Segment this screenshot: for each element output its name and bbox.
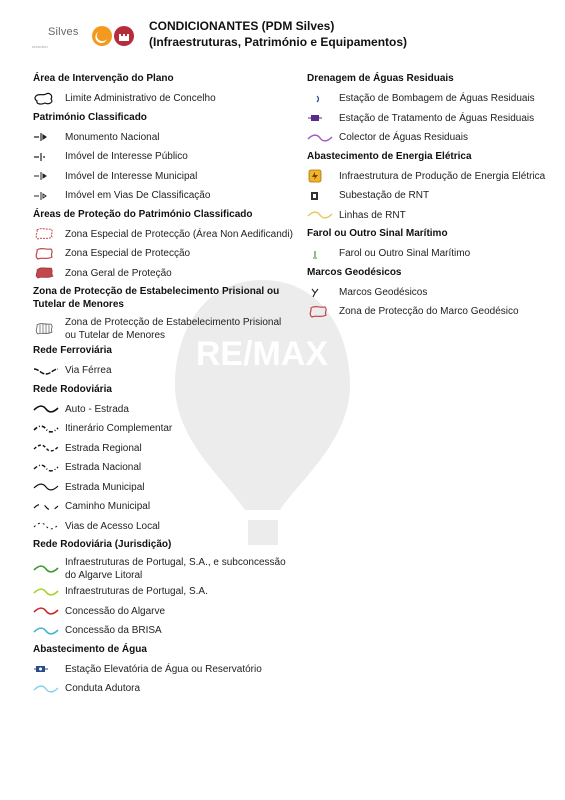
sewage-pump-icon [307,92,339,106]
legend-item [33,400,293,420]
water-main-line-icon [33,682,65,696]
legend-label: Imóvel em Vias De Classificação [65,190,211,202]
legend-item [307,186,552,206]
algarve-concession-line-icon [33,604,65,618]
local-access-road-icon [33,519,65,533]
legend-item [33,264,293,284]
water-pump-station-icon [33,662,65,676]
legend-label: Marcos Geodésicos [339,286,428,298]
legend-label: Zona Especial de Protecção [65,248,191,260]
public-interest-icon [33,150,65,164]
section-title: Rede Rodoviária (Jurisdição) [33,539,172,550]
legend-item [33,660,293,680]
legend-left-column [33,72,293,699]
lighthouse-icon [307,247,339,261]
legend-item [33,315,293,342]
watermark-text: RE/MAX [195,335,329,373]
section-title: Rede Rodoviária [33,383,112,395]
title-line-1: CONDICIONANTES (PDM Silves) [149,19,335,33]
silves-logo [30,24,135,54]
legend-label: Conduta Adutora [65,683,141,695]
sewage-treatment-icon [307,111,339,125]
legend-item [307,89,552,109]
prison-zone-icon [33,322,65,336]
section-title: Drenagem de Águas Residuais [307,73,454,84]
legend-item [33,602,293,622]
power-plant-icon [307,169,339,183]
legend-item [33,478,293,498]
legend-label: Subestação de RNT [339,190,430,202]
legend-label: Infraestruturas de Portugal, S.A., e subconcessão do Algarve Litoral [65,556,286,581]
title-line-2: (Infraestruturas, Património e Equipamentos) [149,35,408,49]
general-protection-icon [33,266,65,280]
special-protection-icon [33,247,65,261]
legend-label: Caminho Municipal [65,501,151,513]
legend-item [307,206,552,226]
section-title: Marcos Geodésicos [307,266,402,278]
legend-item [33,361,293,381]
logo-brand: Silves [48,26,79,38]
brisa-concession-line-icon [33,624,65,638]
legend-label: Colector de Águas Residuais [339,132,468,144]
legend-label: Via Férrea [65,365,112,377]
section-title: Património Classificado [33,111,147,123]
legend-label: Estrada Regional [65,442,142,454]
legend-item [307,128,552,148]
legend-item [307,109,552,129]
legend-label: Vias de Acesso Local [65,520,160,532]
complementary-route-icon [33,422,65,436]
national-road-icon [33,461,65,475]
section-title: Rede Ferroviária [33,345,112,356]
legend-label: Linhas de RNT [339,209,406,221]
legend-item [307,244,552,264]
motorway-line-icon [33,402,65,416]
legend-item [33,186,293,206]
section-title: Abastecimento de Energia Elétrica [307,150,472,162]
legend-label: Imóvel de Interesse Público [65,151,188,163]
sewer-line-icon [307,131,339,145]
legend-label: Zona Geral de Proteção [65,267,172,279]
legend-label: Estrada Municipal [65,481,145,493]
legend-item [33,419,293,439]
geodesic-marker-icon [307,285,339,299]
geodesic-protection-icon [307,305,339,319]
monument-icon [33,130,65,144]
ip-subconcession-line-icon [33,562,65,576]
logo-sub: MUNICÍPIO [32,45,48,49]
legend-label: Estação Elevatória de Água ou Reservatório [65,663,262,675]
legend-item [33,167,293,187]
legend-item [33,439,293,459]
legend-item [33,679,293,699]
castle-emblem-icon [114,26,134,46]
legend-label: Estação de Bombagem de Águas Residuais [339,93,535,105]
legend-label: Itinerário Complementar [65,423,173,435]
legend-label: Zona de Protecção de Estabelecimento Prisional ou Tutelar de Menores [65,316,282,341]
legend-label: Zona de Protecção do Marco Geodésico [339,306,519,318]
legend-item [33,497,293,517]
legend-item [33,621,293,641]
legend-label: Farol ou Outro Sinal Marítimo [339,248,471,260]
section-title: Zona de Protecção de Estabelecimento Prisional ou Tutelar de Menores [33,286,280,310]
section-title: Farol ou Outro Sinal Marítimo [307,228,448,239]
legend-item [33,128,293,148]
municipal-path-icon [33,500,65,514]
classification-pending-icon [33,189,65,203]
legend-item [33,89,293,109]
municipal-interest-icon [33,169,65,183]
legend-label: Concessão do Algarve [65,605,166,617]
section-title: Áreas de Proteção do Património Classificado [33,208,253,220]
legend-label: Infraestruturas de Portugal, S.A. [65,586,208,598]
section-title: Abastecimento de Água [33,643,147,655]
legend-item [33,147,293,167]
legend-label: Limite Administrativo de Concelho [65,93,216,105]
page-title [149,18,549,50]
substation-icon [307,189,339,203]
section-title: Área de Intervenção do Plano [33,73,174,84]
legend-item [307,167,552,187]
header [30,18,550,58]
legend-label: Infraestrutura de Produção de Energia Elétrica [339,170,546,182]
legend-item [307,283,552,303]
legend-label: Estrada Nacional [65,462,142,474]
legend-item [33,555,293,582]
legend-label: Estação de Tratamento de Águas Residuais [339,112,535,124]
boundary-icon [33,92,65,106]
legend-label: Zona Especial de Protecção (Área Non Aedificandi) [65,228,293,240]
protection-zone-hatched-icon [33,227,65,241]
legend-label: Concessão da BRISA [65,625,162,637]
legend-item [33,225,293,245]
legend-item [33,244,293,264]
legend-right-column [307,72,552,322]
legend-item [33,458,293,478]
moon-emblem-icon [92,26,112,46]
legend-item [33,517,293,537]
power-line-icon [307,208,339,222]
railway-line-icon [33,364,65,378]
legend-item [307,302,552,322]
legend-label: Auto - Estrada [65,403,129,415]
regional-road-icon [33,441,65,455]
ip-line-icon [33,585,65,599]
legend-item [33,582,293,602]
legend-label: Imóvel de Interesse Municipal [65,170,198,182]
legend-label: Monumento Nacional [65,131,160,143]
municipal-road-icon [33,480,65,494]
